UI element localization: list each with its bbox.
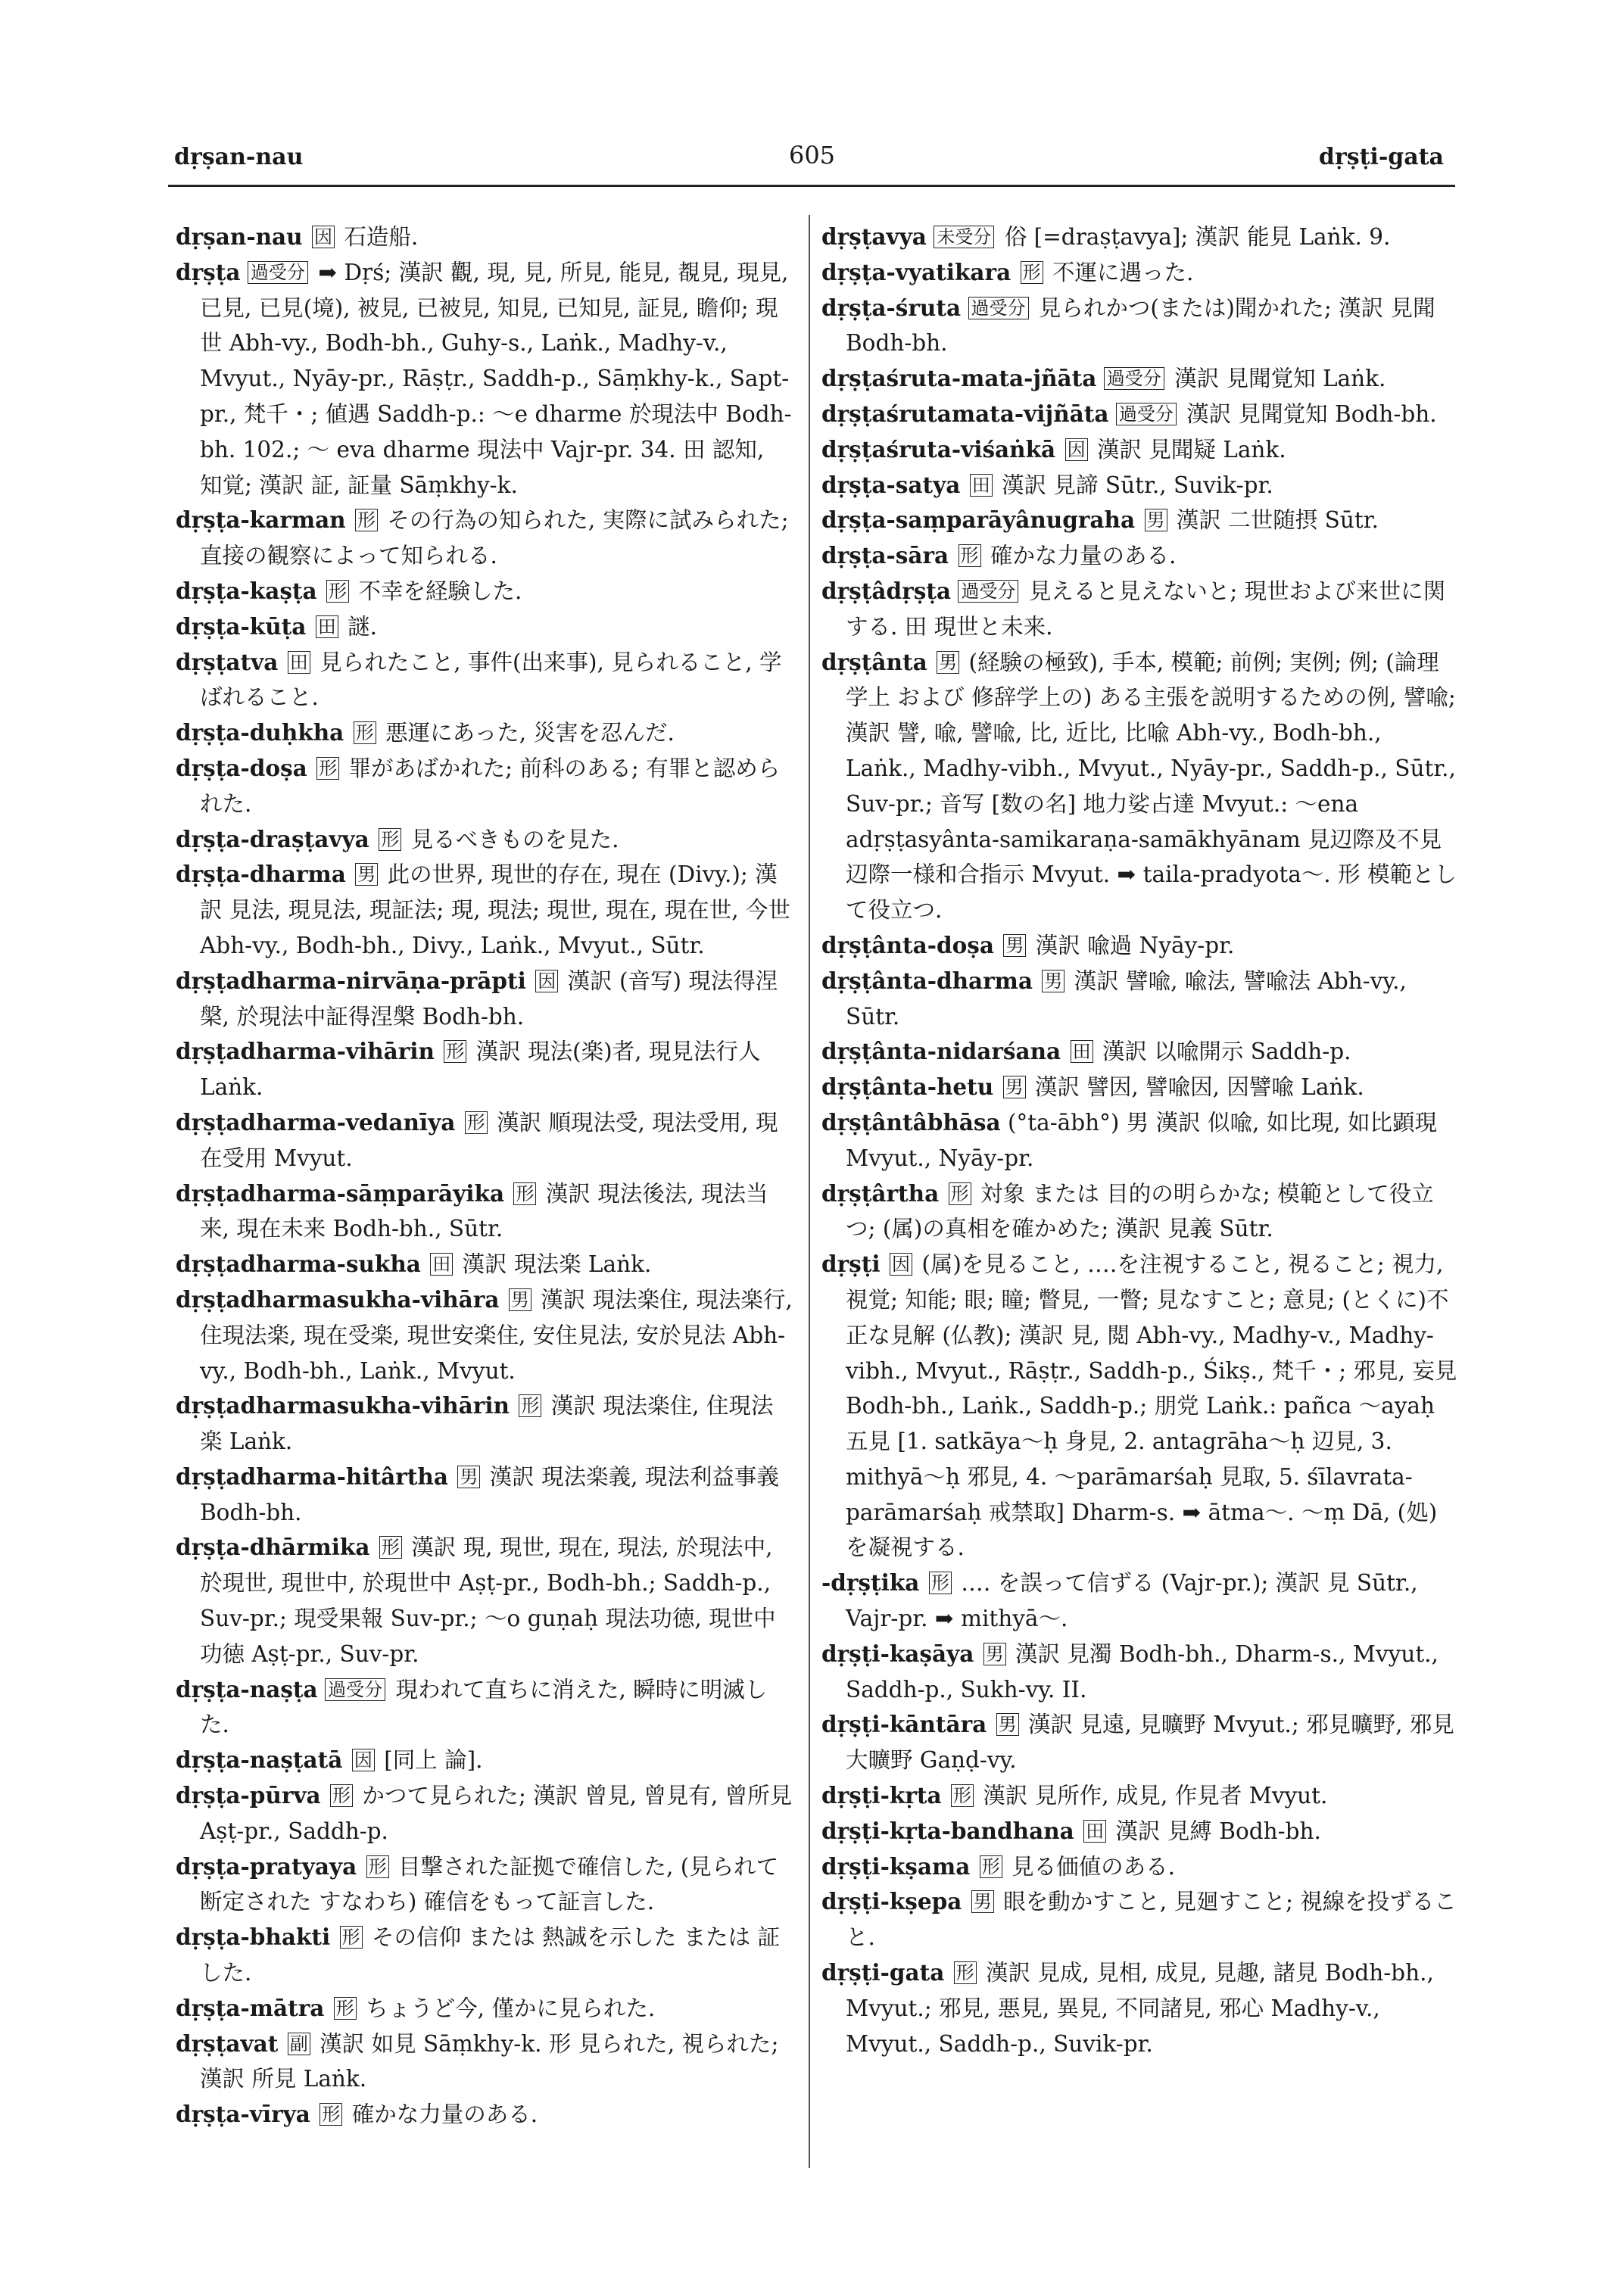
entry-headword: dṛṣṭânta-hetu [821, 1073, 994, 1101]
entry-headword: dṛṣṭa-karman [176, 506, 346, 534]
dictionary-entry [821, 291, 1457, 362]
entry-headword: dṛṣṭa-saṃparāyânugraha [821, 506, 1136, 534]
entry-headword: dṛṣṭavat [176, 2030, 279, 2057]
dictionary-entry [821, 538, 1457, 574]
entry-definition: 漢訳 見聞疑 Laṅk. [1096, 436, 1286, 463]
dictionary-entry [176, 1849, 793, 1921]
entry-definition: 漢訳 見遠, 見曠野 Mvyut.; 邪見曠野, 邪見大曠野 Gaṇḍ-vy. [846, 1712, 1454, 1774]
entry-headword: dṛṣṭadharma-vedanīya [176, 1108, 456, 1136]
entry-definition: [同上 論]. [384, 1747, 483, 1774]
header-right-guideword: dṛṣṭi-gata [1318, 144, 1444, 170]
entry-headword: dṛṣṭa-dhārmika [176, 1534, 370, 1561]
right-column [821, 220, 1457, 2061]
entry-definition: ➡ Dṛś; 漢訳 觀, 現, 見, 所見, 能見, 覩見, 現見, 已見, 已見(境), 被見, 已被見, 知見, 已知見, 証見, 瞻仰; 現世 Abh-vy., Bodh-bh., Guhy-s., Laṅk., Madhy-v., Mvyut., Nyāy-pr., Rāṣṭr., Saddh-p., Sāṃkhy-k., Sapt-pr., 梵千・; 値遇 Saddh-p.: ～e dharme 於現法中 Bodh-bh. 102.; ～ eva dharme 現法中 Vajr-pr. 34. 田 認知, 知覚; 漢訳 証, 証量 Sāṃkhy-k. [200, 259, 792, 498]
grammar-label: 形 [316, 757, 339, 780]
grammar-label: 形 [379, 1536, 402, 1559]
entry-headword: dṛṣṭi-kṛta [821, 1782, 942, 1809]
dictionary-entry [821, 397, 1457, 432]
entry-headword: dṛṣṭi-kaṣāya [821, 1640, 974, 1667]
entry-definition: 漢訳 現法楽 Laṅk. [462, 1251, 652, 1278]
entry-definition: かつて見られた; 漢訳 曾見, 曾見有, 曾所見 Aṣṭ-pr., Saddh-p. [200, 1783, 793, 1844]
grammar-label: 男 [1003, 934, 1026, 957]
entry-definition: 漢訳 現法後法, 現法当来, 現在未来 Bodh-bh., Sūtr. [200, 1180, 768, 1242]
grammar-label: 過受分 [1104, 367, 1164, 390]
dictionary-entry [176, 857, 793, 963]
grammar-label: 形 [355, 509, 378, 531]
entry-definition: その信仰 または 熱誠を示した または 証した. [200, 1924, 781, 1986]
entry-definition: 此の世界, 現世的存在, 現在 (Divy.); 漢訳 見法, 現見法, 現証法; 現, 現法; 現世, 現在, 現在世, 今世 Abh-vy., Bodh-bh., Divy., Laṅk., Mvyut., Sūtr. [200, 861, 791, 958]
entry-headword: dṛṣṭadharma-sāṃparāyika [176, 1179, 505, 1207]
entry-headword: dṛṣṭi [821, 1251, 881, 1278]
entry-definition: 漢訳 見聞覚知 Laṅk. [1174, 366, 1386, 392]
grammar-label: 過受分 [1116, 403, 1177, 425]
grammar-label: 形 [354, 721, 376, 744]
entry-definition: 見る価値のある. [1011, 1853, 1176, 1880]
entry-headword: dṛṣṭatva [176, 648, 279, 675]
dictionary-entry [176, 645, 793, 716]
dictionary-entry [821, 1637, 1457, 1708]
dictionary-entry [176, 1176, 793, 1248]
header-rule [168, 185, 1455, 187]
entry-definition: 漢訳 (音写) 現法得涅槃, 於現法中証得涅槃 Bodh-bh. [200, 967, 778, 1030]
entry-definition: ちょうど今, 僅かに見られた. [366, 1995, 656, 2021]
entry-definition: 目撃された証拠で確信した, (見られて断定された すなわち) 確信をもって証言した. [200, 1853, 779, 1915]
entry-definition: (経験の極致), 手本, 模範; 前例; 実例; 例; (論理学上 および 修辞学上の) ある主張を説明するための例, 譬喩; 漢訳 譬, 喩, 譬喩, 比, 近比, 比喩 Abh-vy., Bodh-bh., Laṅk., Madhy-vibh., Mvyut., Nyāy-pr., Saddh-p., Sūtr., Suv-pr.; 音写 [数の名] 地力娑占達 Mvyut.: ～ena adṛṣṭasyânta-samikaraṇa-samākhyānam 見辺際及不見辺際一様和合指示 Mvyut. ➡ taila-pradyota～. 形 模範として役立つ. [846, 649, 1457, 924]
dictionary-entry [176, 1991, 793, 2027]
entry-headword: dṛṣṭi-kṛta-bandhana [821, 1817, 1074, 1844]
dictionary-entry [821, 964, 1457, 1035]
grammar-label: 男 [457, 1466, 480, 1488]
dictionary-entry [176, 1743, 793, 1778]
dictionary-entry [176, 1460, 793, 1531]
entry-headword: dṛṣṭânta-nidarśana [821, 1038, 1061, 1065]
dictionary-entry [821, 1707, 1457, 1778]
entry-definition: 眼を動かすこと, 見廻すこと; 視線を投ずること. [846, 1889, 1457, 1951]
dictionary-entry [176, 1105, 793, 1176]
dictionary-entry [176, 1530, 793, 1671]
grammar-label: 形 [444, 1040, 466, 1063]
grammar-label: 形 [959, 544, 981, 567]
grammar-label: 過受分 [958, 580, 1018, 603]
dictionary-entry [176, 255, 793, 503]
column-separator [809, 215, 810, 2168]
grammar-label: 因 [352, 1749, 375, 1771]
dictionary-entry [821, 1176, 1457, 1248]
entry-headword: dṛṣṭânta-doṣa [821, 931, 994, 958]
grammar-label: 形 [513, 1182, 536, 1205]
entry-definition: (°ta-ābh°) 男 漢訳 似喩, 如比現, 如比顕現 Mvyut., Nyāy-pr. [846, 1109, 1438, 1171]
entry-headword: dṛṣṭaśrutamata-vijñāta [821, 400, 1109, 427]
entry-definition: 漢訳 譬喩, 喩法, 譬喩法 Abh-vy., Sūtr. [846, 967, 1407, 1030]
entry-definition: 不幸を経験した. [358, 578, 522, 604]
grammar-label: 男 [937, 651, 959, 674]
grammar-label: 田 [288, 651, 310, 674]
grammar-label: 形 [326, 580, 349, 603]
grammar-label: 田 [1071, 1040, 1093, 1063]
entry-headword: dṛṣṭi-kṣama [821, 1852, 971, 1880]
grammar-label: 過受分 [968, 297, 1029, 319]
grammar-label: 形 [366, 1855, 389, 1878]
dictionary-entry [176, 1778, 793, 1849]
grammar-label: 男 [996, 1713, 1019, 1736]
dictionary-entry [176, 2027, 793, 2098]
dictionary-entry [821, 361, 1457, 397]
grammar-label: 男 [983, 1643, 1006, 1665]
entry-definition: 悪運にあった, 災害を忍んだ. [385, 720, 675, 746]
entry-definition: 漢訳 以喩開示 Saddh-p. [1102, 1039, 1351, 1065]
page-number: 605 [788, 141, 836, 170]
grammar-label: 形 [949, 1182, 971, 1205]
entry-headword: dṛṣṭi-kāntāra [821, 1711, 987, 1738]
entry-headword: dṛṣṭântâbhāsa [821, 1108, 1001, 1136]
grammar-label: 形 [954, 1961, 977, 1984]
entry-definition: 漢訳 現法(楽)者, 現見法行人 Laṅk. [200, 1039, 761, 1101]
entry-headword: dṛṣṭa-satya [821, 471, 961, 498]
entry-headword: dṛṣṭadharmasukha-vihāra [176, 1285, 500, 1313]
grammar-label: 副 [288, 2033, 310, 2055]
entry-definition: 不運に遇った. [1052, 259, 1194, 285]
dictionary-entry [821, 645, 1457, 928]
dictionary-entry [176, 1247, 793, 1282]
entry-headword: dṛṣṭa-mātra [176, 1994, 325, 2021]
dictionary-entry [821, 1955, 1457, 2061]
grammar-label: 男 [509, 1288, 531, 1311]
entry-headword: dṛṣṭa-kaṣṭa [176, 577, 317, 604]
dictionary-entry [176, 715, 793, 751]
dictionary-entry [821, 255, 1457, 291]
grammar-label: 形 [334, 1997, 357, 2020]
entry-headword: dṛṣṭa-naṣṭatā [176, 1746, 343, 1774]
grammar-label: 形 [330, 1784, 353, 1807]
entry-headword: dṛṣṭadharma-hitârtha [176, 1463, 448, 1490]
grammar-label: 男 [355, 863, 378, 886]
entry-headword: dṛṣṭa-doṣa [176, 754, 307, 781]
grammar-label: 田 [430, 1253, 453, 1276]
dictionary-entry [176, 964, 793, 1035]
grammar-label: 形 [929, 1572, 952, 1594]
dictionary-entry [821, 1034, 1457, 1070]
dictionary-entry [821, 220, 1457, 255]
grammar-label: 男 [1042, 970, 1064, 992]
entry-headword: dṛṣṭa-duḥkha [176, 719, 344, 746]
dictionary-entry [176, 1920, 793, 1991]
entry-definition: 漢訳 見所作, 成見, 作見者 Mvyut. [983, 1783, 1328, 1809]
entry-definition: 確かな力量のある. [990, 543, 1177, 569]
entry-definition: 漢訳 見諦 Sūtr., Suvik-pr. [1002, 472, 1273, 498]
entry-definition: 対象 または 目的の明らかな; 模範として役立つ; (属)の真相を確かめた; 漢訳 見義 Sūtr. [846, 1180, 1434, 1242]
entry-definition: 漢訳 見縛 Bodh-bh. [1115, 1818, 1321, 1844]
dictionary-entry [176, 1388, 793, 1460]
entry-definition: 漢訳 現法楽住, 現法楽行, 住現法楽, 現在受楽, 現世安楽住, 安住見法, 安於見法 Abh-vy., Bodh-bh., Laṅk., Mvyut. [200, 1286, 793, 1384]
grammar-label: 男 [1145, 509, 1167, 531]
entry-headword: dṛṣṭaśruta-viśaṅkā [821, 435, 1056, 463]
dictionary-entry [821, 1566, 1457, 1637]
dictionary-entry [176, 1034, 793, 1105]
grammar-label: 因 [312, 226, 335, 248]
entry-definition: 漢訳 譬因, 譬喩因, 因譬喩 Laṅk. [1035, 1074, 1364, 1101]
entry-headword: dṛṣṭa-bhakti [176, 1924, 331, 1951]
grammar-label: 未受分 [934, 226, 994, 248]
entry-headword: dṛṣṭa-pratyaya [176, 1852, 357, 1880]
grammar-label: 男 [1003, 1076, 1026, 1098]
entry-headword: dṛṣṭa-draṣṭavya [176, 825, 369, 852]
left-column [176, 220, 793, 2133]
entry-headword: dṛṣṭa-vyatikara [821, 258, 1011, 285]
entry-headword: dṛṣṭaśruta-mata-jñāta [821, 365, 1097, 392]
grammar-label: 因 [890, 1253, 912, 1276]
entry-headword: dṛṣṭa-kūṭa [176, 612, 307, 640]
entry-definition: 漢訳 見聞覚知 Bodh-bh. [1186, 400, 1437, 427]
entry-definition: 漢訳 見濁 Bodh-bh., Dharm-s., Mvyut., Saddh-p., Sukh-vy. II. [846, 1640, 1439, 1703]
entry-definition: 謎. [348, 613, 378, 640]
entry-definition: 見られたこと, 事件(出来事), 見られること, 学ばれること. [200, 649, 782, 711]
entry-headword: dṛṣṭadharmasukha-vihārin [176, 1392, 510, 1419]
entry-headword: dṛṣṭa-śruta [821, 294, 962, 321]
entry-headword: dṛṣṭa-vīrya [176, 2101, 310, 2128]
dictionary-entry [821, 574, 1457, 645]
entry-definition: 漢訳 如見 Sāṃkhy-k. 形 見られた, 視られた; 漢訳 所見 Laṅk. [200, 2030, 779, 2092]
dictionary-entry [176, 220, 793, 255]
entry-headword: dṛṣṭânta-dharma [821, 967, 1033, 994]
entry-headword: dṛṣṭi-kṣepa [821, 1888, 962, 1915]
entry-definition: 漢訳 喩過 Nyāy-pr. [1035, 932, 1235, 958]
dictionary-entry [821, 1778, 1457, 1814]
dictionary-entry [821, 1105, 1457, 1176]
grammar-label: 田 [970, 474, 993, 497]
grammar-label: 田 [316, 615, 338, 638]
entry-headword: dṛṣṭadharma-sukha [176, 1251, 421, 1278]
dictionary-entry [821, 468, 1457, 503]
entry-definition: 見られかつ(または)聞かれた; 漢訳 見聞 Bodh-bh. [846, 294, 1435, 357]
dictionary-entry [176, 1672, 793, 1743]
dictionary-entry [821, 1247, 1457, 1566]
grammar-label: 過受分 [325, 1678, 385, 1701]
grammar-label: 形 [465, 1111, 488, 1134]
grammar-label: 形 [980, 1855, 1002, 1878]
entry-headword: dṛṣṭadharma-nirvāṇa-prāpti [176, 967, 526, 994]
entry-headword: dṛṣṭadharma-vihārin [176, 1038, 435, 1065]
dictionary-entry [176, 2097, 793, 2133]
dictionary-entry [821, 432, 1457, 468]
entry-definition: 罪があばかれた; 前科のある; 有罪と認められた. [200, 755, 781, 817]
entry-definition: ‥‥ を誤って信ずる (Vajr-pr.); 漢訳 見 Sūtr., Vajr-pr. ➡ mithyā～. [846, 1570, 1418, 1632]
entry-definition: 漢訳 現法楽義, 現法利益事義 Bodh-bh. [200, 1463, 779, 1525]
dictionary-entry [176, 503, 793, 574]
entry-definition: (属)を見ること, ‥‥を注視すること, 視ること; 視力, 視覚; 知能; 眼; 瞳; 瞥見, 一瞥; 見なすこと; 意見; (とくに)不正な見解 (仏教); 漢訳 見, 閲 Abh-vy., Madhy-v., Madhy-vibh., Mvyut., Rāṣṭr., Saddh-p., Śikṣ., 梵千・; 邪見, 妄見 Bodh-bh., Laṅk., Saddh-p.; 朋党 Laṅk.: pañca ～ayaḥ 五見 [1. satkāya～ḥ 身見, 2. antagrāha～ḥ 辺見, 3. mithyā～ḥ 邪見, 4. ～parāmarśaḥ 見取, 5. śīlavrata-parāmarśaḥ 戒禁取] Dharm-s. ➡ ātma～. ～ṃ Dā, (処)を凝視する. [846, 1251, 1457, 1561]
entry-headword: dṛṣṭâdṛṣṭa [821, 577, 952, 604]
dictionary-entry [821, 1849, 1457, 1885]
grammar-label: 形 [519, 1394, 541, 1417]
dictionary-entry [821, 1884, 1457, 1955]
dictionary-entry [821, 503, 1457, 538]
entry-definition: 漢訳 現法楽住, 住現法楽 Laṅk. [200, 1393, 774, 1455]
grammar-label: 因 [535, 970, 558, 992]
entry-headword: dṛṣṭa-naṣṭa [176, 1675, 318, 1703]
entry-definition: 見るべきものを見た. [410, 826, 619, 852]
grammar-label: 形 [951, 1784, 974, 1807]
entry-headword: dṛṣṭa [176, 258, 241, 285]
grammar-label: 田 [1083, 1820, 1106, 1843]
entry-definition: 石造船. [344, 224, 419, 250]
dictionary-entry [176, 574, 793, 609]
entry-definition: 確かな力量のある. [351, 2101, 538, 2128]
entry-headword: dṛṣṭi-gata [821, 1959, 945, 1986]
grammar-label: 因 [1065, 438, 1088, 461]
entry-definition: 俗 [=draṣṭavya]; 漢訳 能見 Laṅk. 9. [1004, 224, 1391, 250]
grammar-label: 過受分 [248, 261, 308, 284]
entry-definition: 現われて直ちに消えた, 瞬時に明滅した. [200, 1676, 768, 1738]
grammar-label: 形 [379, 828, 401, 851]
dictionary-entry [176, 1282, 793, 1388]
entry-definition: 漢訳 現, 現世, 現在, 現法, 於現法中, 於現世, 現世中, 於現世中 Aṣṭ-pr., Bodh-bh.; Saddh-p., Suv-pr.; 現受果報 Suv-pr.; ～o guṇaḥ 現法功徳, 現世中功徳 Aṣṭ-pr., Suv-pr. [200, 1534, 776, 1667]
grammar-label: 形 [340, 1926, 363, 1949]
dictionary-entry [821, 1070, 1457, 1105]
entry-definition: 見えると見えないと; 現世および来世に関する. 田 現世と未来. [846, 578, 1446, 640]
entry-headword: dṛṣṭânta [821, 648, 927, 675]
entry-headword: dṛṣṭa-pūrva [176, 1782, 321, 1809]
entry-definition: 漢訳 二世随摂 Sūtr. [1176, 507, 1379, 534]
header-left-guideword: dṛṣan-nau [174, 144, 304, 170]
dictionary-entry [821, 928, 1457, 964]
entry-definition: その行為の知られた, 実際に試みられた; 直接の観察によって知られる. [200, 507, 789, 569]
dictionary-entry [176, 751, 793, 822]
grammar-label: 形 [320, 2103, 342, 2126]
entry-definition: 漢訳 順現法受, 現法受用, 現在受用 Mvyut. [200, 1109, 778, 1171]
entry-headword: dṛṣṭârtha [821, 1179, 940, 1207]
dictionary-entry [821, 1814, 1457, 1849]
grammar-label: 男 [971, 1890, 994, 1913]
dictionary-entry [176, 822, 793, 858]
entry-headword: -dṛṣṭika [821, 1569, 920, 1597]
entry-headword: dṛṣan-nau [176, 223, 303, 250]
grammar-label: 形 [1021, 261, 1043, 284]
entry-headword: dṛṣṭavya [821, 223, 927, 250]
entry-headword: dṛṣṭa-sāra [821, 542, 949, 569]
dictionary-entry [176, 609, 793, 645]
entry-definition: 漢訳 見成, 見相, 成見, 見趣, 諸見 Bodh-bh., Mvyut.; 邪見, 悪見, 異見, 不同諸見, 邪心 Madhy-v., Mvyut., Saddh-p., Suvik-pr. [846, 1960, 1434, 2057]
entry-headword: dṛṣṭa-dharma [176, 861, 346, 888]
